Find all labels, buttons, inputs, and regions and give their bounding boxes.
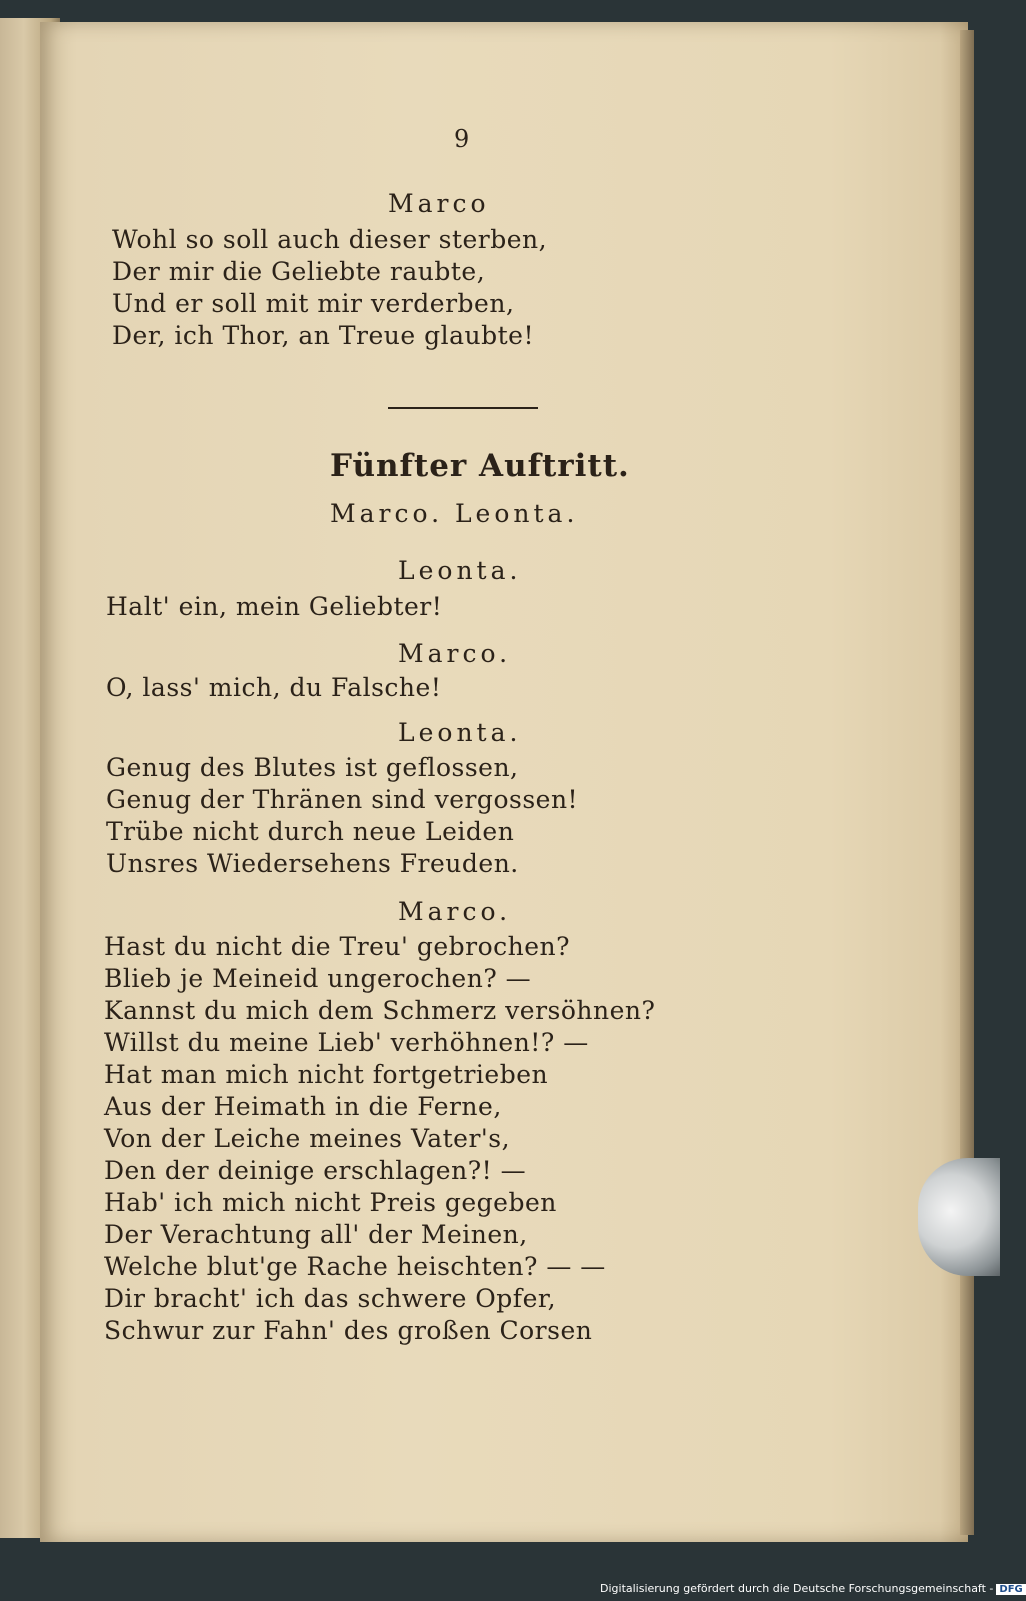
verse-line: Genug des Blutes ist geflossen, xyxy=(106,753,519,782)
verse-line: Von der Leiche meines Vater's, xyxy=(104,1124,511,1153)
verse-line: Halt' ein, mein Geliebter! xyxy=(106,592,443,621)
credit-text: Digitalisierung gefördert durch die Deutsche Forschungsgemeinschaft - xyxy=(600,1582,994,1595)
verse-line: Trübe nicht durch neue Leiden xyxy=(106,817,515,846)
verse-line: Schwur zur Fahn' des großen Corsen xyxy=(104,1316,593,1345)
verse-line: Und er soll mit mir verderben, xyxy=(112,289,515,318)
verse-line: Den der deinige erschlagen?! — xyxy=(104,1156,527,1185)
verse-line: Unsres Wiedersehens Freuden. xyxy=(106,849,519,878)
verse-line: Der Verachtung all' der Meinen, xyxy=(104,1220,528,1249)
verse-line: Der, ich Thor, an Treue glaubte! xyxy=(112,321,535,350)
dfg-logo: DFG xyxy=(996,1584,1025,1595)
verse-line: Dir bracht' ich das schwere Opfer, xyxy=(104,1284,557,1313)
scene-title: Fünfter Auftritt. xyxy=(330,448,630,484)
speaker-name: Leonta. xyxy=(398,718,522,747)
verse-line: Willst du meine Lieb' verhöhnen!? — xyxy=(104,1028,589,1057)
section-divider xyxy=(388,407,538,409)
speaker-name: Marco. xyxy=(398,639,512,668)
verse-line: Hat man mich nicht fortgetrieben xyxy=(104,1060,549,1089)
verse-line: Blieb je Meineid ungerochen? — xyxy=(104,964,532,993)
page-number: 9 xyxy=(454,125,470,153)
verse-line: O, lass' mich, du Falsche! xyxy=(106,673,442,702)
verse-line: Wohl so soll auch dieser sterben, xyxy=(112,225,548,254)
verse-line: Genug der Thränen sind vergossen! xyxy=(106,785,579,814)
verse-line: Hast du nicht die Treu' gebrochen? xyxy=(104,932,571,961)
verse-line: Der mir die Geliebte raubte, xyxy=(112,257,486,286)
digitization-credit xyxy=(600,1582,1023,1599)
verse-line: Aus der Heimath in die Ferne, xyxy=(104,1092,502,1121)
verse-line: Welche blut'ge Rache heischten? — — xyxy=(104,1252,606,1281)
speaker-name: Leonta. xyxy=(398,556,522,585)
verse-line: Kannst du mich dem Schmerz versöhnen? xyxy=(104,996,656,1025)
scene-characters: Marco. Leonta. xyxy=(330,499,579,528)
speaker-name: Marco xyxy=(388,189,490,218)
verse-line: Hab' ich mich nicht Preis gegeben xyxy=(104,1188,557,1217)
speaker-name: Marco. xyxy=(398,897,512,926)
